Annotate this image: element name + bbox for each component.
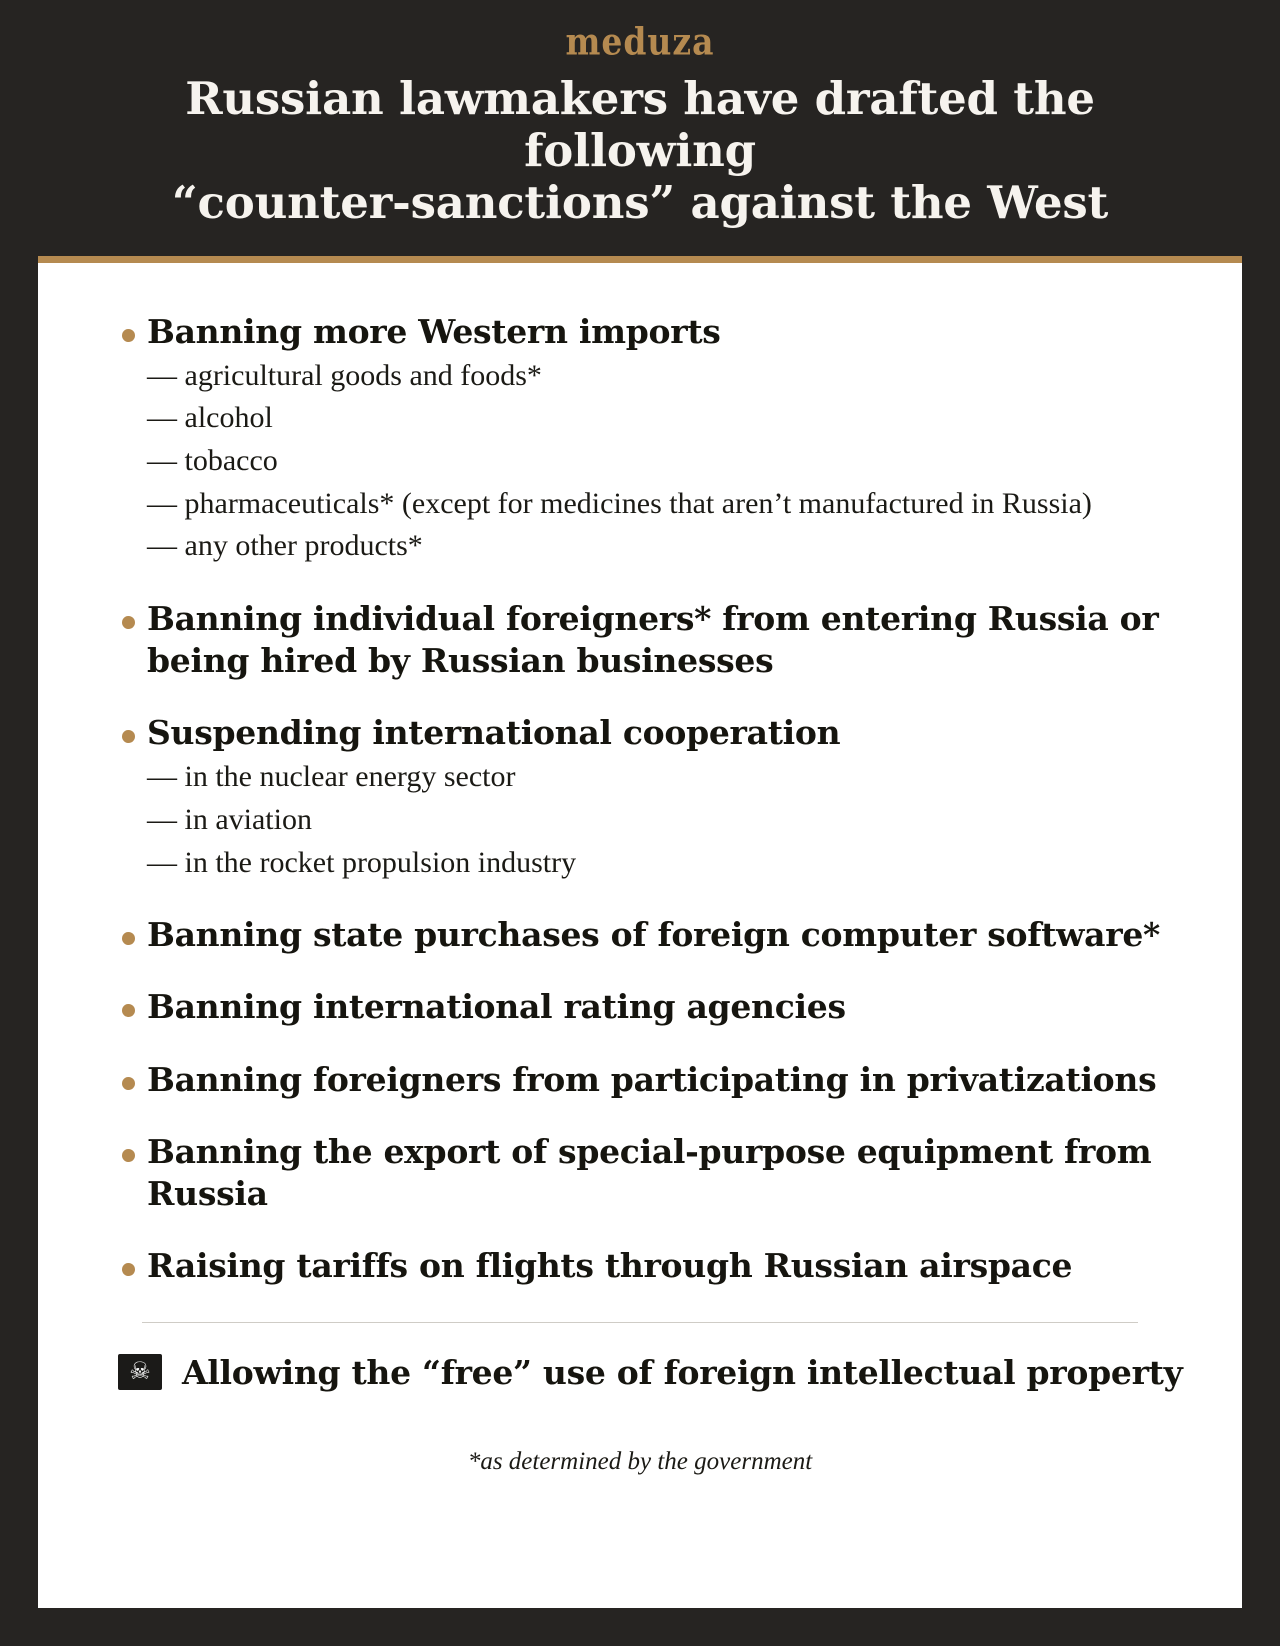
list-item (82, 311, 1198, 568)
list-item-title: Banning the export of special-purpose equipment from Russia (147, 1131, 1152, 1214)
list-item-title: Banning state purchases of foreign computer software* (147, 915, 1160, 955)
list-item (82, 1245, 1198, 1287)
pirate-flag-icon: ☠ (118, 1354, 162, 1390)
bullet-dot-icon (122, 1263, 135, 1276)
brand-header (38, 0, 1242, 67)
page-title-line-1: Russian lawmakers have drafted the following (185, 72, 1095, 178)
divider (142, 1322, 1138, 1323)
list-item-title: Banning foreigners from participating in privatizations (147, 1059, 1157, 1099)
page-title (38, 67, 1242, 230)
content-card (38, 256, 1242, 1608)
list-item (82, 986, 1198, 1028)
list-item (82, 914, 1198, 956)
bullet-dot-icon (122, 1077, 135, 1090)
sub-item: — pharmaceuticals* (except for medicines that aren’t manufactured in Russia) (147, 486, 1092, 520)
bullet-dot-icon (122, 730, 135, 743)
sub-item: — alcohol (147, 401, 273, 435)
measures-list (82, 311, 1198, 1288)
list-item (82, 712, 1198, 884)
bullet-dot-icon (122, 1004, 135, 1017)
sub-list (147, 355, 1198, 568)
meduza-logo: meduza (565, 19, 715, 64)
list-item-title: Suspending international cooperation (147, 713, 841, 753)
sub-item: — agricultural goods and foods* (147, 358, 542, 392)
list-item-title: Banning international rating agencies (147, 987, 846, 1027)
list-item (82, 598, 1198, 682)
bullet-dot-icon (122, 932, 135, 945)
page-title-line-2: “counter-sanctions” against the West (171, 176, 1109, 230)
sub-item: — any other products* (147, 529, 423, 563)
sub-item: — in aviation (147, 803, 312, 837)
list-item-title: Raising tariffs on flights through Russian airspace (147, 1246, 1073, 1286)
sub-list (147, 756, 1198, 884)
final-item-row (82, 1353, 1198, 1392)
list-item-title: Banning more Western imports (147, 311, 721, 351)
list-item-title: Banning individual foreigners* from entering Russia or being hired by Russian businesses (147, 598, 1159, 680)
footnote: *as determined by the government (467, 1447, 813, 1475)
sub-item: — tobacco (147, 443, 278, 477)
sub-item: — in the nuclear energy sector (147, 760, 516, 794)
bullet-dot-icon (122, 329, 135, 342)
list-item (82, 1131, 1198, 1215)
bullet-dot-icon (122, 616, 135, 629)
final-item-text: Allowing the “free” use of foreign intellectual property (182, 1352, 1183, 1392)
sub-item: — in the rocket propulsion industry (147, 845, 577, 879)
bullet-dot-icon (122, 1149, 135, 1162)
list-item (82, 1059, 1198, 1101)
